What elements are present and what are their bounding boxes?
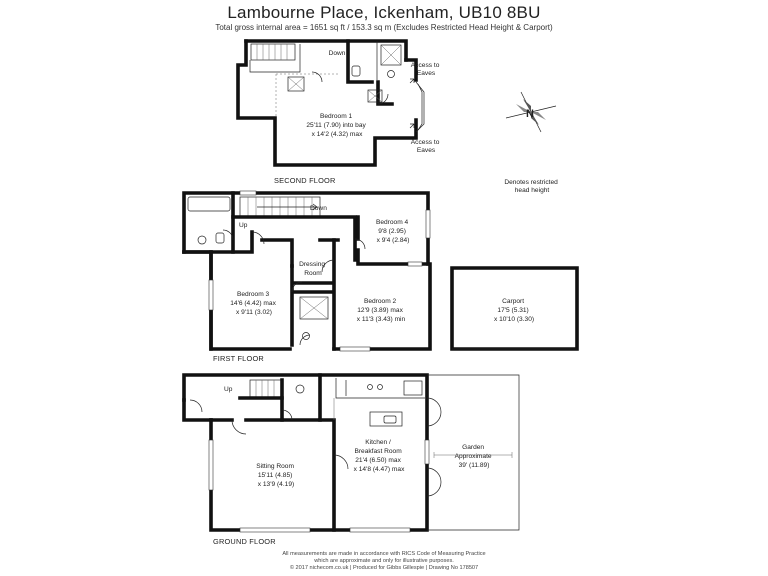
disclaimer-line-2: which are approximate and only for illustrative purposes. [314, 558, 454, 564]
plan-title: Lambourne Place, Ickenham, UB10 8BU [227, 3, 541, 22]
plan-subtitle: Total gross internal area = 1651 sq ft / 153.3 sq m (Excludes Restricted Head Height & Carport) [215, 23, 553, 32]
sitting-room-label: Sitting Room 15'11 (4.85) x 13'9 (4.19) [256, 463, 295, 488]
first-floor-stairs-up-label: Up [239, 222, 248, 229]
second-floor-label: SECOND FLOOR [274, 176, 336, 185]
ground-floor-label: GROUND FLOOR [213, 537, 276, 546]
dressing-room-label: Dressing Room [299, 261, 326, 277]
first-floor-stairs-down-label: Down [310, 205, 327, 212]
first-floor-label: FIRST FLOOR [213, 354, 264, 363]
bedroom-4-label: Bedroom 4 9'8 (2.95) x 9'4 (2.84) [375, 219, 410, 244]
second-floor-plan [238, 41, 424, 165]
second-floor-stairs-down-label: Down [328, 50, 346, 57]
copyright-line: © 2017 nichecom.co.uk | Produced for Gibbs Gillespie | Drawing No 178507 [289, 565, 479, 571]
compass-letter: N [526, 108, 534, 120]
bedroom-3-label: Bedroom 3 14'6 (4.42) max x 9'11 (3.02) [230, 291, 276, 316]
kitchen-label: Kitchen / Breakfast Room 21'4 (6.50) max x 14'8 (4.47) max [353, 439, 405, 473]
garden-label: Garden Approximate 39' (11.89) [454, 444, 492, 469]
bedroom-2-label: Bedroom 2 12'9 (3.89) max x 11'3 (3.43) min [356, 298, 406, 323]
carport-label: Carport 17'5 (5.31) x 10'10 (3.30) [493, 298, 535, 323]
compass-icon [506, 92, 556, 132]
access-eaves-bottom-label: Access to Eaves [410, 139, 440, 154]
disclaimer-line-1: All measurements are made in accordance with RICS Code of Measuring Practice [282, 551, 486, 557]
access-eaves-top-label: Access to Eaves [410, 62, 440, 77]
bedroom-1-label: Bedroom 1 25'11 (7.90) into bay x 14'2 (4.32) max [306, 113, 366, 138]
disclaimer-footer [0, 551, 768, 572]
restricted-head-height-legend: Denotes restricted head height [504, 179, 558, 194]
ground-floor-stairs-up-label: Up [224, 386, 233, 393]
